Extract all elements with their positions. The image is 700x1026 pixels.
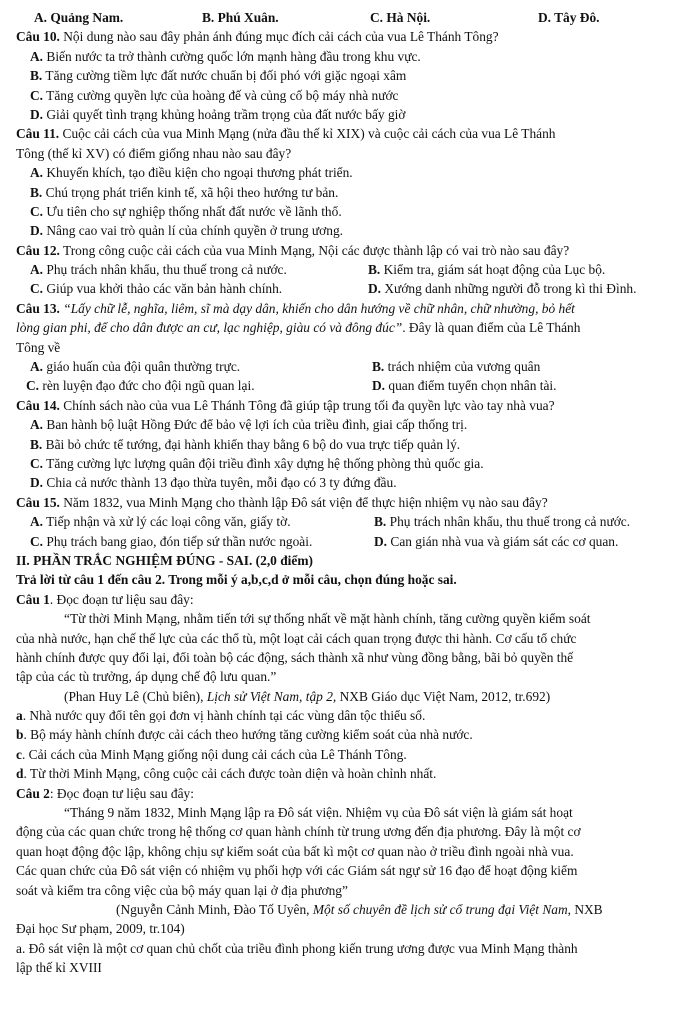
q15-option-b: B. Phụ trách nhân khẩu, thu thuế trong cả nước. xyxy=(374,514,631,530)
q10-label: Câu 10. xyxy=(16,29,60,45)
q14-option-d: D. Chia cả nước thành 13 đạo thừa tuyên, mỗi đạo có 3 ty đứng đầu. xyxy=(30,475,397,491)
q11-option-b: B. Chú trọng phát triển kinh tế, xã hội theo hướng tư bản. xyxy=(30,184,339,200)
q13-option-c: C. rèn luyện đạo đức cho đội ngũ quan lại. xyxy=(26,378,255,394)
q14-option-c: C. Tăng cường lực lượng quân đội triều đình xây dựng hệ thống phòng thủ quốc gia. xyxy=(30,455,484,471)
q15-stem xyxy=(16,493,690,512)
q15-option-a: A. Tiếp nhận và xử lý các loại công văn, giấy tờ. xyxy=(30,514,291,530)
q11-option-d: D. Nâng cao vai trò quản lí của chính quyền ở trung ương. xyxy=(30,223,343,239)
q9-option-d: D. Tây Đô. xyxy=(538,10,600,25)
q15-options-row-2 xyxy=(16,532,690,551)
q13-options-row-2 xyxy=(16,376,690,395)
tf2-passage-line: động của các quan chức trong hệ thống cơ quan hành chính từ trung ương đến địa phương. Đây là một cơ xyxy=(16,824,581,840)
tf2-passage-line: quan hoạt động độc lập, không chịu sự kiểm soát của bất kì một cơ quan nào ở triều đình ngoài nhà vua. xyxy=(16,843,574,859)
q9-option-a: A. Quảng Nam. xyxy=(34,10,124,25)
tf2-source-title: Một số chuyên đề lịch sử cổ trung đại Việt Nam xyxy=(312,901,568,917)
tf2-label: Câu 2 xyxy=(16,785,50,801)
tf1-passage-line: “Từ thời Minh Mạng, nhằm tiến tới sự thống nhất về mặt hành chính, tăng cường quyền kiểm soát xyxy=(64,611,591,627)
q10-option-d: D. Giải quyết tình trạng khủng hoảng trầm trọng của đất nước bấy giờ xyxy=(30,106,406,122)
q12-text: Trong công cuộc cải cách của vua Minh Mạng, Nội các được thành lập có vai trò nào sau đây? xyxy=(63,242,570,258)
q10-stem xyxy=(16,27,690,46)
tf1-statement-d: d. Từ thời Minh Mạng, công cuộc cải cách được toàn diện và hoàn chỉnh nhất. xyxy=(16,766,437,782)
tf1-intro-text: . Đọc đoạn tư liệu sau đây: xyxy=(49,591,194,607)
q11-text-line2: Tông (thế kỉ XV) có điểm giống nhau nào sau đây? xyxy=(16,145,292,161)
tf1-label: Câu 1 xyxy=(16,591,50,607)
q15-option-d: D. Can gián nhà vua và giám sát các cơ quan. xyxy=(374,533,619,549)
q12-options-row-1 xyxy=(16,260,690,279)
q14-option-b: B. Bãi bỏ chức tể tướng, đại hành khiển thay bằng 6 bộ do vua trực tiếp quản lý. xyxy=(30,436,461,452)
section-2-heading: II. PHẦN TRẮC NGHIỆM ĐÚNG - SAI. (2,0 điểm) xyxy=(16,552,313,568)
tf2-passage-line: “Tháng 9 năm 1832, Minh Mạng lập ra Đô sát viện. Nhiệm vụ của Đô sát viện là giám sát hoạt xyxy=(64,805,573,821)
q11-option-c: C. Ưu tiên cho sự nghiệp thống nhất đất nước về lãnh thổ. xyxy=(30,203,342,219)
q10-text: Nội dung nào sau đây phản ánh đúng mục đích cải cách của vua Lê Thánh Tông? xyxy=(63,29,499,45)
q14-text: Chính sách nào của vua Lê Thánh Tông đã giúp tập trung tối đa quyền lực vào tay nhà vua? xyxy=(63,397,555,413)
tf2-intro xyxy=(16,784,690,803)
q13-options-row-1 xyxy=(16,357,690,376)
q12-label: Câu 12. xyxy=(16,242,60,258)
q10-option-a: A. Biến nước ta trở thành cường quốc lớn mạnh hàng đầu trong khu vực. xyxy=(30,48,421,64)
q13-text-after: . Đây là quan điểm của Lê Thánh xyxy=(402,320,581,336)
tf1-source-title: Lịch sử Việt Nam, tập 2, xyxy=(206,688,337,704)
q12-option-a: A. Phụ trách nhân khẩu, thu thuế trong cả nước. xyxy=(30,262,287,278)
q13-text-line3: Tông về xyxy=(16,339,61,355)
tf1-intro xyxy=(16,590,690,609)
q11-label: Câu 11. xyxy=(16,126,60,142)
q9-option-b: B. Phú Xuân. xyxy=(202,10,279,25)
q13-option-a: A. giáo huấn của đội quân thường trực. xyxy=(30,359,241,375)
tf1-passage-line: tập của các tù trưởng, áp dụng chế độ lưu quan.” xyxy=(16,669,277,685)
q11-stem xyxy=(16,124,690,143)
q9-options-row xyxy=(16,8,690,27)
q13-line2 xyxy=(16,318,690,337)
q10-option-c: C. Tăng cường quyền lực của hoàng đế và củng cố bộ máy nhà nước xyxy=(30,87,399,103)
q15-text: Năm 1832, vua Minh Mạng cho thành lập Đô sát viện để thực hiện nhiệm vụ nào sau đây? xyxy=(63,494,548,510)
q14-stem xyxy=(16,396,690,415)
tf1-statement-c: c. Cải cách của Minh Mạng giống nội dung cải cách của Lê Thánh Tông. xyxy=(16,746,407,762)
q9-option-c: C. Hà Nội. xyxy=(370,10,431,25)
q13-option-d: D. quan điểm tuyển chọn nhân tài. xyxy=(372,378,557,394)
q13-quote-line2: lòng gian phi, để cho dân được an cư, lạc nghiệp, giàu có và đông đúc” xyxy=(16,320,403,336)
tf2-statement-a-line2: lập thế kỉ XVIII xyxy=(16,960,102,976)
q15-label: Câu 15. xyxy=(16,494,60,510)
q11-text-line1: Cuộc cải cách của vua Minh Mạng (nửa đầu thế kỉ XIX) và cuộc cải cách của vua Lê Thánh xyxy=(62,126,556,142)
tf1-passage-line: của nhà nước, hạn chế thế lực của các thổ tù, một loạt cải cách quan trọng được thi hành. Cơ cấu tổ chức xyxy=(16,630,577,646)
q12-option-d: D. Xướng danh những người đỗ trong kì thi Đình. xyxy=(368,281,637,297)
tf2-passage-line: soát và kiểm tra công việc của bộ máy quan lại ở địa phương” xyxy=(16,882,348,898)
tf2-passage-line: Các quan chức của Đô sát viện có nhiệm vụ phối hợp với các Giám sát ngự sử 16 đạo để hoạt động kiểm xyxy=(16,863,578,879)
tf1-statement-a: a. Nhà nước quy đổi tên gọi đơn vị hành chính tại các vùng dân tộc thiểu số. xyxy=(16,708,426,724)
tf2-statement-a-line1: a. Đô sát viện là một cơ quan chủ chốt của triều đình phong kiến trung ương được vua Minh Mạng thành xyxy=(16,940,578,956)
q12-option-b: B. Kiểm tra, giám sát hoạt động của Lục bộ. xyxy=(368,262,606,278)
q12-stem xyxy=(16,241,690,260)
q15-option-c: C. Phụ trách bang giao, đón tiếp sứ thần nước ngoài. xyxy=(30,533,313,549)
tf2-source-line2: Đại học Sư phạm, 2009, tr.104) xyxy=(16,921,185,937)
tf2-intro-text: : Đọc đoạn tư liệu sau đây: xyxy=(49,785,194,801)
section-2-instruction: Trả lời từ câu 1 đến câu 2. Trong mỗi ý a,b,c,d ở mỗi câu, chọn đúng hoặc sai. xyxy=(16,572,457,588)
tf1-passage-line: hành chính được quy đổi lại, đổi toàn bộ các động, sách thành xã như vùng đồng bằng, bãi bỏ quyền thế xyxy=(16,649,574,665)
q12-options-row-2 xyxy=(16,279,690,298)
q13-option-b: B. trách nhiệm của vương quân xyxy=(372,359,541,375)
q13-quote-line1: “Lấy chữ lễ, nghĩa, liêm, sĩ mà dạy dân, khiến cho dân hướng về chữ nhân, chữ nhường, bỏ hết xyxy=(63,300,575,316)
q11-option-a: A. Khuyến khích, tạo điều kiện cho ngoại thương phát triển. xyxy=(30,165,353,181)
tf2-source: (Nguyễn Cảnh Minh, Đào Tố Uyên, Một số chuyên đề lịch sử cổ trung đại Việt Nam, NXB xyxy=(116,901,603,917)
q12-option-c: C. Giúp vua khởi thảo các văn bản hành chính. xyxy=(30,281,283,297)
tf1-source: (Phan Huy Lê (Chủ biên), Lịch sử Việt Nam, tập 2, NXB Giáo dục Việt Nam, 2012, tr.692) xyxy=(64,688,551,704)
q14-option-a: A. Ban hành bộ luật Hồng Đức để bảo vệ lợi ích của triều đình, giai cấp thống trị. xyxy=(30,417,468,433)
q14-label: Câu 14. xyxy=(16,397,60,413)
q10-option-b: B. Tăng cường tiềm lực đất nước chuẩn bị đối phó với giặc ngoại xâm xyxy=(30,68,407,84)
q15-options-row-1 xyxy=(16,512,690,531)
q13-stem xyxy=(16,299,690,318)
tf1-statement-b: b. Bộ máy hành chính được cải cách theo hướng tăng cường kiểm soát của nhà nước. xyxy=(16,727,473,743)
q13-label: Câu 13. xyxy=(16,300,60,316)
